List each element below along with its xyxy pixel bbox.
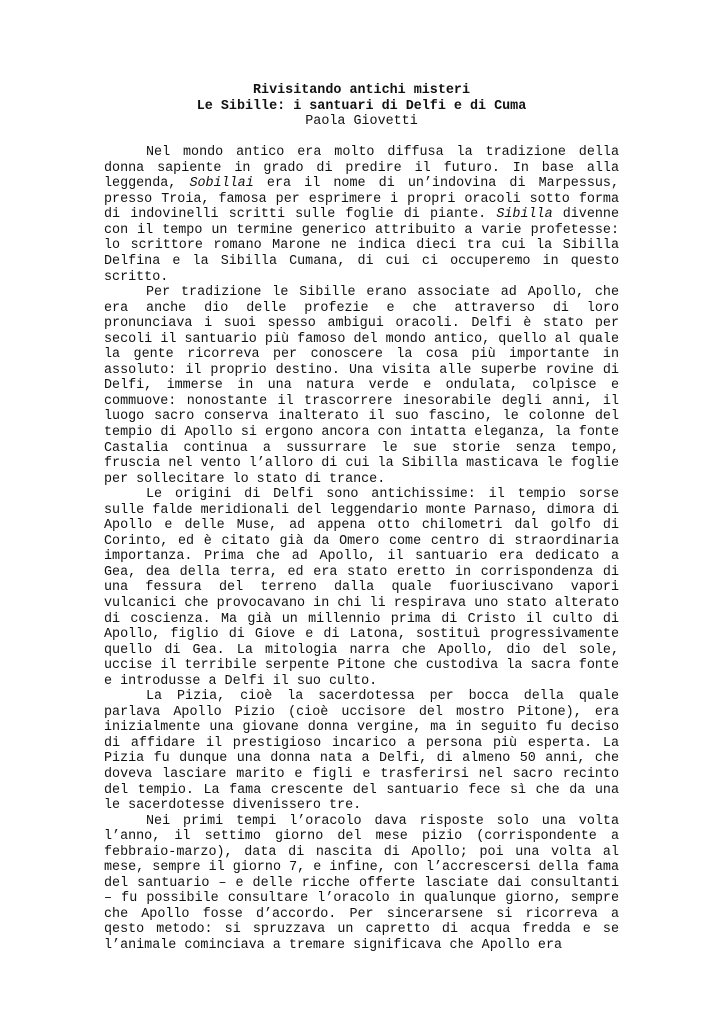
paragraph-1-text-a: Nel mondo antico era molto diffusa la tradizione della donna sapiente in grado di predire il futuro. In base alla leggenda, (104, 145, 619, 192)
document-header (104, 83, 619, 130)
paragraph-4: La Pizia, cioè la sacerdotessa per bocca della quale parlava Apollo Pizio (cioè uccisore del mostro Pitone), era inizialmente una giovane donna vergine, ma in seguito fu deciso di affidare il prestigioso incarico a persona più esperta. La Pizia fu dunque una donna nata a Delfi, di almeno 50 anni, che doveva lasciare marito e figli e trasferirsi nel sacro recinto del tempio. La fama crescente del santuario fece sì che da una le sacerdotesse divenissero tre. (104, 689, 619, 814)
paragraph-1-text-b: era il nome di un’indovina di Marpessus, presso Troia, famosa per esprimere i propri oracoli sotto forma di indovinelli scritti sulle foglie di piante. (104, 176, 619, 223)
document-title: Rivisitando antichi misteri (253, 83, 470, 98)
document-author: Paola Giovetti (305, 114, 418, 130)
paragraph-2: Per tradizione le Sibille erano associate ad Apollo, che era anche dio delle profezie e che attraverso di loro pronunciava i suoi spesso ambigui oracoli. Delfi è stato per secoli il santuario più famoso del mondo antico, quello al quale la gente ricorreva per conoscere la cosa più importante in assoluto: il proprio destino. Una visita alle superbe rovine di Delfi, immerse in una natura verde e ondulata, colpisce e commuove: nonostante il trascorrere inesorabile degli anni, il luogo sacro conserva inalterato il suo fascino, le colonne del tempio di Apollo si ergono ancora con intatta eleganza, la fonte Castalia continua a sussurrare le sue storie senza tempo, fruscia nel vento l’alloro di cui la Sibilla masticava le foglie per sollecitare lo stato di trance. (104, 285, 619, 487)
paragraph-1-text-c: divenne con il tempo un termine generico attribuito a varie profetesse: lo scrittore romano Marone ne indica dieci tra cui la Sibilla Delfina e la Sibilla Cumana, di cui ci occuperemo in questo scritto. (104, 207, 619, 285)
document-subtitle: Le Sibille: i santuari di Delfi e di Cuma (196, 98, 527, 114)
paragraph-1 (104, 145, 619, 285)
paragraph-1-italic-sibilla: Sibilla (496, 207, 553, 223)
document-page (104, 83, 619, 954)
paragraph-5: Nei primi tempi l’oracolo dava risposte solo una volta l’anno, il settimo giorno del mese pizio (corrispondente a febbraio-marzo), data di nascita di Apollo; poi una volta al mese, sempre il giorno 7, e infine, con l’accrescersi della fama del santuario – e delle ricche offerte lasciate dai consultanti – fu possibile consultare l’oracolo in qualunque giorno, sempre che Apollo fosse d’accordo. Per sincerarsene si ricorreva a qesto metodo: si spruzzava un capretto di acqua fredda e se l’animale cominciava a tremare significava che Apollo era (104, 813, 619, 954)
paragraph-3: Le origini di Delfi sono antichissime: il tempio sorse sulle falde meridionali del leggendario monte Parnaso, dimora di Apollo e delle Muse, ad appena otto chilometri dal golfo di Corinto, ed è citato già da Omero come centro di straordinaria importanza. Prima che ad Apollo, il santuario era dedicato a Gea, dea della terra, ed era stato eretto in corrispondenza di una fessura del terreno dalla quale fuoriuscivano vapori vulcanici che provocavano in chi li respirava uno stato alterato di coscienza. Ma già un millennio prima di Cristo il culto di Apollo, figlio di Giove e di Latona, sostituì progressivamente quello di Gea. La mitologia narra che Apollo, dio del sole, uccise il terribile serpente Pitone che custodiva la sacra fonte e introdusse a Delfi il suo culto. (104, 487, 619, 689)
paragraph-1-italic-sobillai: Sobillai (189, 176, 254, 192)
